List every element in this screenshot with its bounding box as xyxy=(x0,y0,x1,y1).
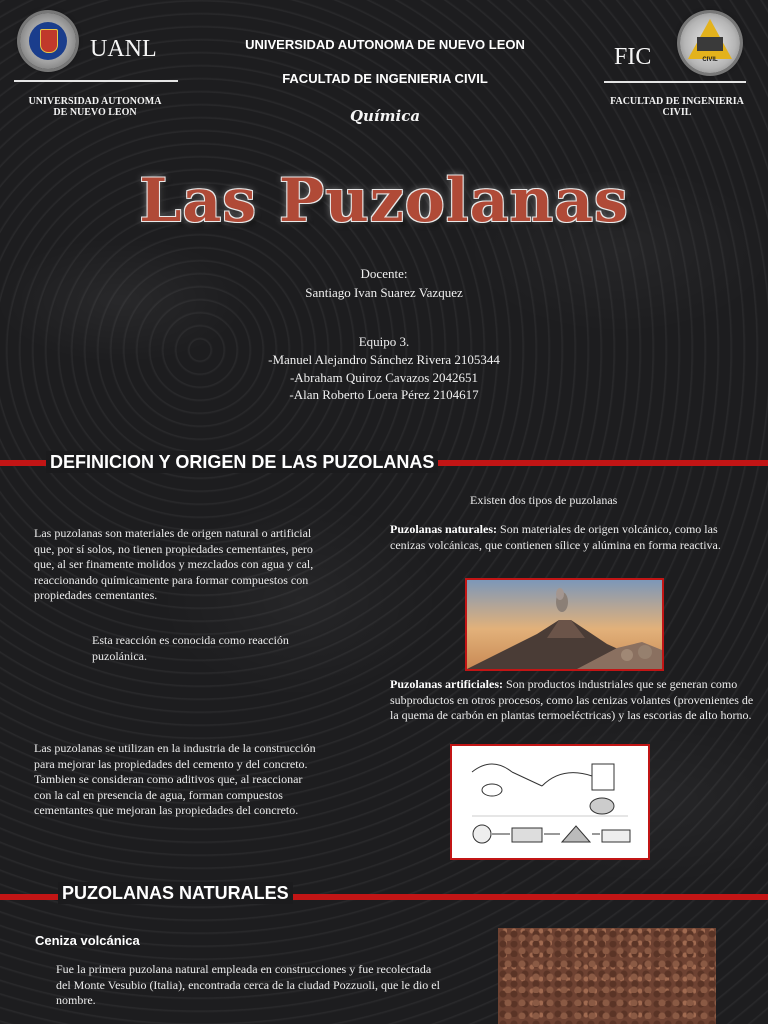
team-label: Equipo 3. xyxy=(358,334,410,349)
team-member: -Manuel Alejandro Sánchez Rivera 2105344 xyxy=(268,352,500,367)
natural-type-text: Son materiales de origen volcánico, como las cenizas volcánicas, que contienen sílice y alúmina en forma reactiva. xyxy=(390,522,721,552)
artificial-type-text: Son productos industriales que se generan como subproductos en otros procesos, como las cenizas volantes (provenientes de la quema de carbón en plantas termoeléctricas) y las escorias de alto horno. xyxy=(390,677,754,722)
university-name: UNIVERSIDAD AUTONOMA DE NUEVO LEON xyxy=(245,37,525,52)
volcano-photo xyxy=(465,578,664,671)
section-heading: DEFINICION Y ORIGEN DE LAS PUZOLANAS xyxy=(46,451,438,473)
process-diagram xyxy=(450,744,650,860)
right-divider xyxy=(604,81,746,83)
volcano-illustration xyxy=(467,580,662,669)
team-member: -Abraham Quiroz Cavazos 2042651 xyxy=(289,370,479,385)
faculty-name: FACULTAD DE INGENIERIA CIVIL xyxy=(282,71,488,86)
fic-logo-badge: CIVIL xyxy=(702,57,718,63)
process-diagram-illustration xyxy=(452,746,648,858)
artificial-type-paragraph xyxy=(390,677,754,724)
fic-logo-caption: FIC xyxy=(614,44,652,70)
reaction-note: Esta reacción es conocida como reacción puzolánica. xyxy=(92,633,289,663)
ceniza-paragraph: Fue la primera puzolana natural empleada en construcciones y fue recolectada del Monte Vesubio (Italia), encontrada cerca de la ciudad Pozzuoli, que le dio el nombre. xyxy=(56,962,440,1007)
uanl-sub-caption: UNIVERSIDAD AUTONOMA DE NUEVO LEON xyxy=(28,96,162,118)
section-heading: PUZOLANAS NATURALES xyxy=(58,882,293,904)
uanl-logo xyxy=(20,13,76,69)
main-title: Las Puzolanas xyxy=(139,166,629,236)
ceniza-subheading: Ceniza volcánica xyxy=(35,933,140,948)
types-intro: Existen dos tipos de puzolanas xyxy=(470,493,618,507)
uanl-logo-caption: UANL xyxy=(90,36,157,62)
fic-sub-caption: FACULTAD DE INGENIERIA CIVIL xyxy=(610,96,744,118)
docente-name: Santiago Ivan Suarez Vazquez xyxy=(305,285,463,300)
natural-type-label: Puzolanas naturales: xyxy=(390,522,498,536)
team-member: -Alan Roberto Loera Pérez 2104617 xyxy=(289,387,479,402)
uses-paragraph: Las puzolanas se utilizan en la industria de la construcción para mejorar las propiedades del cemento y del concreto. Tambien se consideran como aditivos que, al reaccionar con la cal en presencia de agua, forman compuestos cementantes que mejoran las propiedades del concreto. xyxy=(34,741,316,817)
definition-paragraph: Las puzolanas son materiales de origen natural o artificial que, por sí solos, no tienen propiedades cementantes, pero que, al ser finamente molidos y mezclados con agua y cal, reaccionando químicamente para formar compuestos con propiedades cementantes. xyxy=(34,526,314,602)
subject-name: Química xyxy=(349,107,421,125)
docente-label: Docente: xyxy=(360,266,408,281)
natural-type-paragraph xyxy=(390,522,754,553)
fic-logo xyxy=(680,13,740,73)
volcanic-ash-photo xyxy=(498,928,716,1024)
artificial-type-label: Puzolanas artificiales: xyxy=(390,677,503,691)
left-divider xyxy=(14,80,178,82)
